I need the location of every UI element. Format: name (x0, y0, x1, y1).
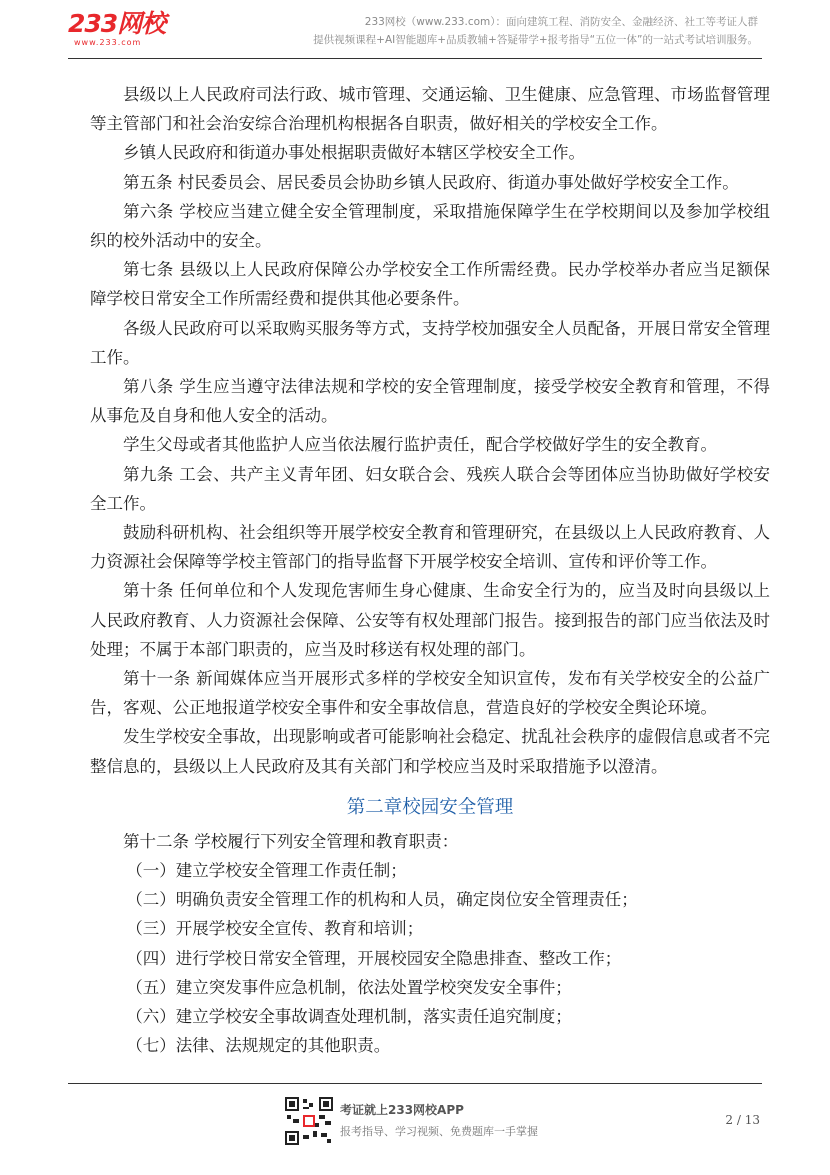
paragraph: 鼓励科研机构、社会组织等开展学校安全教育和管理研究，在县级以上人民政府教育、人力资源社会保障等学校主管部门的指导监督下开展学校安全培训、宣传和评价等工作。 (90, 523, 770, 572)
list-item: （四）进行学校日常安全管理，开展校园安全隐患排查、整改工作； (126, 948, 622, 968)
chapter-heading: 第二章校园安全管理 (346, 796, 514, 818)
logo-text: 233网校 (68, 9, 166, 38)
list-item: （一）建立学校安全管理工作责任制； (126, 861, 407, 881)
app-promo-title: 考证就上233网校APP (340, 1103, 464, 1117)
qr-code-icon[interactable] (285, 1097, 333, 1145)
paragraph: 发生学校安全事故，出现影响或者可能影响社会稳定、扰乱社会秩序的虚假信息或者不完整信息的，县级以上人民政府及其有关部门和学校应当及时采取措施予以澄清。 (90, 727, 770, 776)
page-footer (0, 1083, 830, 1175)
site-logo[interactable] (68, 10, 165, 48)
article-11: 第十一条 新闻媒体应当开展形式多样的学校安全知识宣传，发布有关学校安全的公益广告，客观、公正地报道学校安全事件和安全事故信息，营造良好的学校安全舆论环境。 (90, 669, 770, 718)
paragraph: 学生父母或者其他监护人应当依法履行监护责任，配合学校做好学生的安全教育。 (123, 435, 717, 455)
article-8: 第八条 学生应当遵守法律法规和学校的安全管理制度，接受学校安全教育和管理，不得从事危及自身和他人安全的活动。 (90, 377, 770, 426)
article-10: 第十条 任何单位和个人发现危害师生身心健康、生命安全行为的，应当及时向县级以上人民政府教育、人力资源社会保障、公安等有权处理部门报告。接到报告的部门应当依法及时处理；不属于本部门职责的，应当及时移送有权处理的部门。 (90, 581, 770, 659)
list-item: （二）明确负责安全管理工作的机构和人员，确定岗位安全管理责任； (126, 890, 638, 910)
document-body (90, 80, 770, 1061)
list-item: （六）建立学校安全事故调查处理机制，落实责任追究制度； (126, 1007, 572, 1027)
article-7: 第七条 县级以上人民政府保障公办学校安全工作所需经费。民办学校举办者应当足额保障学校日常安全工作所需经费和提供其他必要条件。 (90, 260, 770, 309)
article-5: 第五条 村民委员会、居民委员会协助乡镇人民政府、街道办事处做好学校安全工作。 (123, 172, 739, 192)
header-line-2: 提供视频课程+AI智能题库+品质教辅+答疑带学+报考指导“五位一体”的一站式考试培训服务。 (313, 34, 758, 46)
logo-url: www.233.com (74, 38, 142, 47)
article-6: 第六条 学校应当建立健全安全管理制度，采取措施保障学生在学校期间以及参加学校组织的校外活动中的安全。 (90, 201, 770, 251)
header-divider (68, 58, 762, 59)
app-promo-subtitle: 报考指导、学习视频、免费题库一手掌握 (340, 1125, 538, 1138)
paragraph: 各级人民政府可以采取购买服务等方式，支持学校加强安全人员配备，开展日常安全管理工作。 (90, 318, 770, 367)
page-number: 2 / 13 (725, 1113, 760, 1127)
paragraph: 县级以上人民政府司法行政、城市管理、交通运输、卫生健康、应急管理、市场监督管理等主管部门和社会治安综合治理机构根据各自职责，做好相关的学校安全工作。 (90, 85, 770, 134)
article-9: 第九条 工会、共产主义青年团、妇女联合会、残疾人联合会等团体应当协助做好学校安全工作。 (90, 464, 770, 513)
list-item: （七）法律、法规规定的其他职责。 (126, 1036, 391, 1056)
article-12: 第十二条 学校履行下列安全管理和教育职责： (123, 831, 459, 851)
footer-divider (68, 1083, 762, 1084)
paragraph: 乡镇人民政府和街道办事处根据职责做好本辖区学校安全工作。 (123, 143, 585, 163)
page-header (0, 0, 830, 60)
header-slogan (313, 13, 758, 49)
list-item: （三）开展学校安全宣传、教育和培训； (126, 919, 424, 939)
header-line-1: 233网校（www.233.com）：面向建筑工程、消防安全、金融经济、社工等考证人群 (364, 16, 758, 28)
list-item: （五）建立突发事件应急机制，依法处置学校突发安全事件； (126, 977, 572, 997)
